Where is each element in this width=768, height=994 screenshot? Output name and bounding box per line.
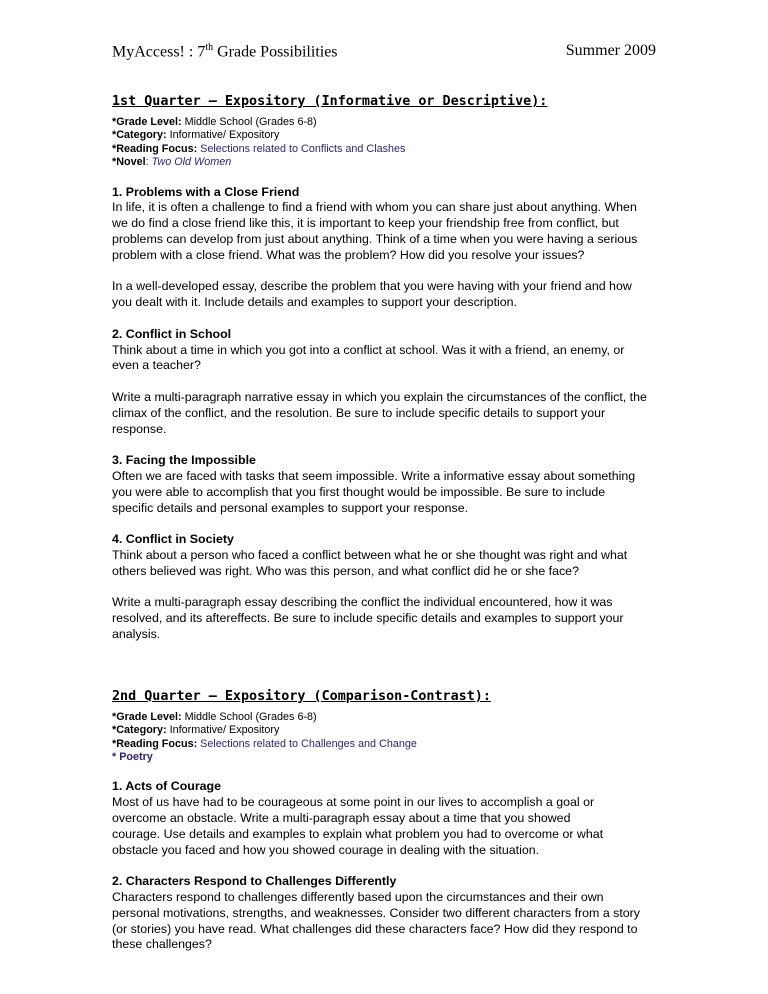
prompt-line: Write a multi-paragraph narrative essay in which you explain the circumstances of the conflict, the <box>112 389 647 404</box>
prompt-line: these challenges? <box>112 937 212 952</box>
quarter-2-category: *Category: Informative/ Expository <box>112 724 280 737</box>
header-date: Summer 2009 <box>565 42 656 59</box>
prompt-line: Think about a person who faced a conflict between what he or she thought was right and what <box>112 547 628 562</box>
prompt-line: we do find a close friend like this, it is important to keep your friendship free from conflict, but <box>112 216 619 231</box>
prompt-line: you were able to accomplish that you first thought would be impossible. Be sure to include <box>112 484 606 499</box>
header-title: MyAccess! : 7th Grade Possibilities <box>112 42 338 61</box>
quarter-1-grade-level: *Grade Level: Middle School (Grades 6-8) <box>112 116 317 128</box>
prompt-facing-the-impossible <box>112 453 660 516</box>
prompt-line: resolved, and its aftereffects. Be sure to include specific details and examples to support your <box>112 611 624 626</box>
prompt-title: 2. Conflict in School <box>112 326 232 341</box>
quarter-2-reading-focus: *Reading Focus: Selections related to Challenges and Change <box>112 737 417 750</box>
prompt-title: 1. Acts of Courage <box>112 779 222 794</box>
document-body <box>112 94 660 953</box>
quarter-2-grade-level: *Grade Level: Middle School (Grades 6-8) <box>112 710 317 723</box>
prompt-line: you dealt with it. Include details and examples to support your description. <box>112 295 517 310</box>
prompt-conflict-in-society <box>112 532 660 643</box>
quarter-1-section <box>112 94 660 643</box>
prompt-title: 2. Characters Respond to Challenges Differently <box>112 874 397 889</box>
quarter-2-heading: 2nd Quarter – Expository (Comparison-Contrast): <box>112 688 491 704</box>
prompt-line: personal motivations, strengths, and weaknesses. Consider two different characters from a story <box>112 905 640 920</box>
prompt-close-friend <box>112 185 660 311</box>
prompt-line: even a teacher? <box>112 358 201 373</box>
quarter-1-novel: *Novel: Two Old Women <box>112 156 232 169</box>
prompt-line: climax of the conflict, and the resolution. Be sure to include specific details to support your <box>112 405 606 420</box>
prompt-line: courage. Use details and examples to explain what problem you had to overcome or what <box>112 826 604 841</box>
quarter-2-section <box>112 689 660 953</box>
prompt-title: 3. Facing the Impossible <box>112 453 256 468</box>
prompt-line: others believed was right. Who was this person, and what conflict did he or she face? <box>112 563 579 578</box>
prompt-conflict-in-school <box>112 327 660 438</box>
prompt-line: response. <box>112 421 167 436</box>
prompt-title: 4. Conflict in Society <box>112 532 234 547</box>
quarter-2-poetry: * Poetry <box>112 750 153 763</box>
quarter-1-reading-focus: *Reading Focus: Selections related to Conflicts and Clashes <box>112 142 406 155</box>
prompt-line: Think about a time in which you got into a conflict at school. Was it with a friend, an enemy, or <box>112 342 625 357</box>
prompt-line: Often we are faced with tasks that seem impossible. Write a informative essay about something <box>112 468 636 483</box>
prompt-line: specific details and personal examples to support your response. <box>112 500 469 515</box>
prompt-line: overcome an obstacle. Write a multi-paragraph essay about a time that you showed <box>112 810 571 825</box>
quarter-1-category: *Category: Informative/ Expository <box>112 129 280 142</box>
prompt-line: problems can develop from just about anything. Think of a time when you were having a serious <box>112 232 638 247</box>
prompt-line: Write a multi-paragraph essay describing the conflict the individual encountered, how it was <box>112 595 613 610</box>
prompt-line: In a well-developed essay, describe the problem that you were having with your friend and how <box>112 279 632 294</box>
quarter-1-heading: 1st Quarter – Expository (Informative or Descriptive): <box>112 94 548 109</box>
prompt-line: (or stories) you have read. What challenges did these characters face? How did they respond to <box>112 921 638 936</box>
prompt-line: Most of us have had to be courageous at some point in our lives to accomplish a goal or <box>112 795 595 810</box>
prompt-line: obstacle you faced and how you showed courage in dealing with the situation. <box>112 842 540 857</box>
prompt-characters-respond <box>112 874 660 953</box>
prompt-line: In life, it is often a challenge to find a friend with whom you can share just about anything. When <box>112 200 637 215</box>
prompt-title: 1. Problems with a Close Friend <box>112 184 300 199</box>
prompt-line: analysis. <box>112 626 161 641</box>
prompt-acts-of-courage <box>112 779 660 858</box>
prompt-line: problem with a close friend. What was the problem? How did you resolve your issues? <box>112 247 585 262</box>
prompt-line: Characters respond to challenges differently based upon the circumstances and their own <box>112 889 604 904</box>
